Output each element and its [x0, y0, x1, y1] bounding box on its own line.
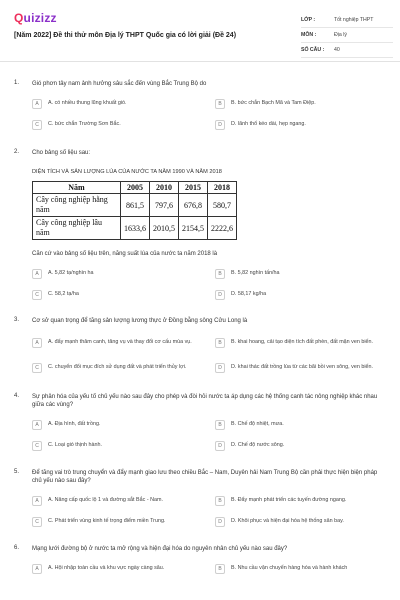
table-cell: 2154,5	[179, 217, 208, 240]
option-letter: B	[215, 99, 225, 109]
quizizz-logo: Quizizz	[14, 11, 57, 25]
option-b[interactable]	[215, 417, 386, 432]
option-text: A. đẩy mạnh thâm canh, tăng vụ và thay đổi cơ cấu mùa vụ.	[48, 339, 192, 345]
option-b[interactable]	[215, 493, 386, 508]
option-text: B. khai hoang, cải tạo diện tích đất phèn, đất mặn ven biển.	[231, 339, 374, 345]
table-caption: DIỆN TÍCH VÀ SẢN LƯỢNG LÚA CỦA NƯỚC TA NĂM 1990 VÀ NĂM 2018	[32, 169, 222, 175]
option-a[interactable]	[32, 561, 203, 576]
option-b[interactable]	[215, 266, 386, 281]
table-header: 2010	[150, 182, 179, 194]
option-letter: D	[215, 120, 225, 130]
table-header: 2015	[179, 182, 208, 194]
option-letter: D	[215, 363, 225, 373]
option-letter: A	[32, 496, 42, 506]
option-text: A. có nhiều thung lũng khuất gió.	[48, 100, 127, 106]
option-text: D. Khôi phục và hiện đại hóa hệ thống sân bay.	[231, 518, 344, 524]
question-list	[0, 70, 400, 576]
option-a[interactable]	[32, 266, 203, 281]
option-letter: B	[215, 564, 225, 574]
table-cell: 580,7	[208, 194, 237, 217]
option-text: D. 58,17 kg/ha	[231, 291, 267, 297]
option-text: B. bức chắn Bạch Mã và Tam Điệp.	[231, 100, 316, 106]
option-text: D. lãnh thổ kéo dài, hẹp ngang.	[231, 121, 306, 127]
option-letter: A	[32, 420, 42, 430]
option-letter: B	[215, 420, 225, 430]
table-header: 2005	[121, 182, 150, 194]
table-cell: 2010,5	[150, 217, 179, 240]
question-text: Để tăng vai trò trung chuyển và đẩy mạnh giao lưu theo chiều Bắc – Nam, Duyên hải Nam Trung Bộ cần phải thực hiện biện pháp chủ yếu nào sau đây?	[32, 470, 378, 484]
table-cell: Cây công nghiệp lâu năm	[33, 217, 121, 240]
question-number: 4.	[14, 393, 20, 399]
option-text: A. Nâng cấp quốc lộ 1 và đường sắt Bắc - Nam.	[48, 497, 164, 503]
option-text: A. Hội nhập toàn cầu và khu vực ngày càng sâu.	[48, 565, 165, 571]
options	[32, 493, 386, 529]
option-letter: D	[215, 290, 225, 300]
option-letter: A	[32, 99, 42, 109]
table-cell: 676,8	[179, 194, 208, 217]
table-cell: 861,5	[121, 194, 150, 217]
meta-row-class: LỚP : Tốt nghiệp THPT	[301, 13, 393, 28]
question-2	[0, 149, 400, 302]
meta-row-subject: MÔN : Địa lý	[301, 28, 393, 43]
question-5	[0, 469, 400, 529]
table-row	[33, 217, 237, 240]
meta-row-count: SỐ CÂU : 40	[301, 43, 393, 58]
options	[32, 417, 386, 453]
option-letter: D	[215, 441, 225, 451]
option-text: B. 5,82 nghìn tấn/ha	[231, 270, 280, 276]
question-number: 5.	[14, 469, 20, 475]
option-text: C. Phát triển vùng kinh tế trọng điểm miền Trung.	[48, 518, 166, 524]
option-letter: C	[32, 363, 42, 373]
options	[32, 266, 386, 302]
option-text: C. chuyển đổi mục đích sử dụng đất và phát triển thủy lợi.	[48, 364, 187, 370]
option-text: C. Loại gió thịnh hành.	[48, 442, 102, 448]
question-followup: Căn cứ vào bảng số liệu trên, năng suất lúa của nước ta năm 2018 là	[32, 251, 218, 257]
options	[32, 333, 386, 377]
option-a[interactable]	[32, 417, 203, 432]
option-d[interactable]	[215, 358, 386, 377]
option-b[interactable]	[215, 333, 386, 352]
option-d[interactable]	[215, 117, 386, 132]
option-c[interactable]	[32, 117, 203, 132]
option-c[interactable]	[32, 287, 203, 302]
document-title: [Năm 2022] Đề thi thử môn Địa lý THPT Quốc gia có lời giải (Đề 24)	[14, 32, 237, 39]
option-b[interactable]	[215, 561, 386, 576]
option-text: C. 58,2 tạ/ha	[48, 291, 79, 297]
question-6	[0, 545, 400, 576]
option-text: B. Nhu cầu vận chuyển hàng hóa và hành khách	[231, 565, 348, 571]
option-d[interactable]	[215, 514, 386, 529]
question-4	[0, 393, 400, 453]
option-letter: B	[215, 496, 225, 506]
option-c[interactable]	[32, 514, 203, 529]
option-letter: A	[32, 269, 42, 279]
table-header: 2018	[208, 182, 237, 194]
option-a[interactable]	[32, 96, 203, 111]
page-header	[0, 0, 400, 62]
option-text: B. Chế độ nhiệt, mưa.	[231, 421, 284, 427]
option-letter: B	[215, 338, 225, 348]
question-number: 6.	[14, 545, 20, 551]
option-text: B. Đẩy mạnh phát triển các tuyến đường ngang.	[231, 497, 347, 503]
table-header: Năm	[33, 182, 121, 194]
question-number: 1.	[14, 80, 20, 86]
option-text: A. Địa hình, đất trồng.	[48, 421, 101, 427]
question-number: 2.	[14, 149, 20, 155]
table-cell: 2222,6	[208, 217, 237, 240]
option-letter: A	[32, 564, 42, 574]
option-a[interactable]	[32, 333, 203, 352]
question-1	[0, 80, 400, 132]
option-letter: A	[32, 338, 42, 348]
table-cell: Cây công nghiệp hằng năm	[33, 194, 121, 217]
option-letter: C	[32, 517, 42, 527]
table-cell: 1633,6	[121, 217, 150, 240]
table-header-row	[33, 182, 237, 194]
question-text: Cơ sở quan trọng để tăng sản lượng lương thực ở Đồng bằng sông Cửu Long là	[32, 318, 248, 324]
question-number: 3.	[14, 317, 20, 323]
option-letter: C	[32, 441, 42, 451]
table-cell: 797,6	[150, 194, 179, 217]
options	[32, 96, 386, 132]
table-row	[33, 194, 237, 217]
option-text: A. 5,82 tạ/nghìn ha	[48, 270, 94, 276]
question-text: Gió phơn tây nam ảnh hưởng sâu sắc đến vùng Bắc Trung Bộ do	[32, 81, 207, 87]
option-c[interactable]	[32, 358, 203, 377]
question-text: Sự phân hóa của yếu tố chủ yếu nào sau đây cho phép và đòi hỏi nước ta áp dụng các hệ thống canh tác nông nghiệp khác nhau giữa các vùng?	[32, 394, 378, 408]
data-table	[32, 181, 237, 240]
option-text: C. bức chắn Trường Sơn Bắc.	[48, 121, 121, 127]
option-a[interactable]	[32, 493, 203, 508]
question-text: Mạng lưới đường bộ ở nước ta mở rộng và hiện đại hóa do nguyên nhân chủ yếu nào sau đây?	[32, 546, 288, 552]
option-letter: D	[215, 517, 225, 527]
option-d[interactable]	[215, 287, 386, 302]
option-c[interactable]	[32, 438, 203, 453]
meta-info	[301, 13, 393, 58]
option-b[interactable]	[215, 96, 386, 111]
option-letter: B	[215, 269, 225, 279]
option-text: D. Chế độ nước sông.	[231, 442, 285, 448]
option-letter: C	[32, 120, 42, 130]
option-letter: C	[32, 290, 42, 300]
question-text: Cho bảng số liệu sau:	[32, 150, 91, 156]
option-text: D. khai thác đất trồng lúa từ các bãi bồi ven sông, ven biển.	[231, 364, 374, 370]
option-d[interactable]	[215, 438, 386, 453]
question-3	[0, 317, 400, 377]
options	[32, 561, 386, 576]
